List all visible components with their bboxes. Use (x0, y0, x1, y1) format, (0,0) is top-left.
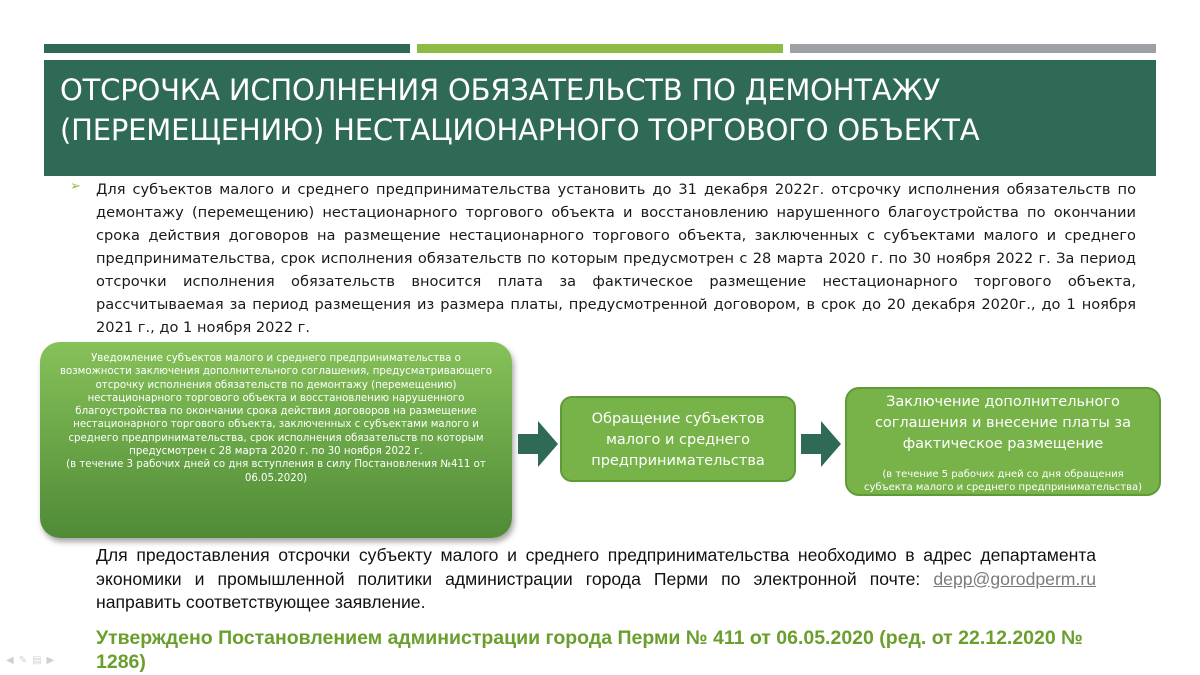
arrowhead-bullet-icon: ➢ (70, 179, 81, 194)
flow-arrow-right-icon (518, 421, 558, 467)
flow-arrow-right-icon (801, 421, 841, 467)
flow-step-application-text: Обращение субъектов малого и среднего предпринимательства (591, 411, 765, 469)
instruction-text-after: направить соответствующее заявление. (96, 592, 426, 612)
bullet-text: Для субъектов малого и среднего предпринимательства установить до 31 декабря 2022г. отсрочку исполнения обязательств по демонтажу (перемещению) нестационарного торгового объекта и восстановлению нарушенного благоустройства по окончании срока действия договоров на размещение нестационарного торгового объекта, заключенных с субъектами малого и среднего предпринимательства, срок исполнения обязательств по которым предусмотрен с 28 марта 2020 г. по 30 ноября 2022 г. За период отсрочки исполнения обязательств вносится плата за фактическое размещение нестационарного торгового объекта, рассчитываемая за период размещения из размера платы, предусмотренной договором, в срок до 20 декабря 2020г., до 1 ноября 2021 г., до 1 ноября 2022 г. (96, 181, 1136, 336)
menu-icon[interactable]: ▤ (32, 655, 42, 666)
slide-nav-controls (6, 655, 54, 666)
flow-step-notification-note: (в течение 3 рабочих дней со дня вступления в силу Постановления №411 от 06.05.2020) (66, 459, 486, 484)
flow-step-agreement-note: (в течение 5 рабочих дней со дня обращения субъекта малого и среднего предпринимательства) (863, 469, 1143, 493)
instruction-text-before: Для предоставления отсрочки субъекту малого и среднего предпринимательства необходимо в адрес департамента экономики и промышленной политики администрации города Перми по электронной почте: (96, 545, 1096, 589)
top-accent-bar-green (417, 44, 783, 53)
top-accent-bar-gray (790, 44, 1156, 53)
flow-step-notification-text: Уведомление субъектов малого и среднего предпринимательства о возможности заключения дополнительного соглашения, предусматривающего отсрочку исполнения обязательств по демонтажу (перемещению) нестационарного торгового объекта и восстановлению нарушенного благоустройства по окончании срока действия договоров на размещение нестационарного торгового объекта, заключенных с субъектами малого и среднего предпринимательства, срок исполнения обязательств по которым предусмотрен с 28 марта 2020 г. по 30 ноября 2022 г. (60, 353, 492, 458)
flow-step-agreement (845, 387, 1161, 496)
arrow-right-icon[interactable]: ▶ (46, 655, 55, 666)
flow-step-application (560, 396, 796, 482)
flow-step-notification (40, 342, 512, 538)
instruction-paragraph (96, 544, 1096, 615)
email-link[interactable]: depp@gorodperm.ru (933, 568, 1096, 589)
top-accent-bar-dark (44, 44, 410, 53)
arrow-left-icon[interactable]: ◀ (6, 655, 14, 666)
bullet-paragraph (70, 178, 1136, 339)
slide-title-line-2: (ПЕРЕМЕЩЕНИЮ) НЕСТАЦИОНАРНОГО ТОРГОВОГО ОБЪЕКТА (60, 113, 980, 147)
approval-note: Утверждено Постановлением администрации города Перми № 411 от 06.05.2020 (ред. от 22.12.2020 № 1286) (96, 627, 1083, 673)
pen-icon[interactable]: ✎ (18, 655, 28, 666)
title-banner (44, 60, 1156, 176)
flow-step-agreement-text: Заключение дополнительного соглашения и внесение платы за фактическое размещение (874, 394, 1132, 452)
slide-title-line-1: ОТСРОЧКА ИСПОЛНЕНИЯ ОБЯЗАТЕЛЬСТВ ПО ДЕМОНТАЖУ (60, 73, 941, 107)
